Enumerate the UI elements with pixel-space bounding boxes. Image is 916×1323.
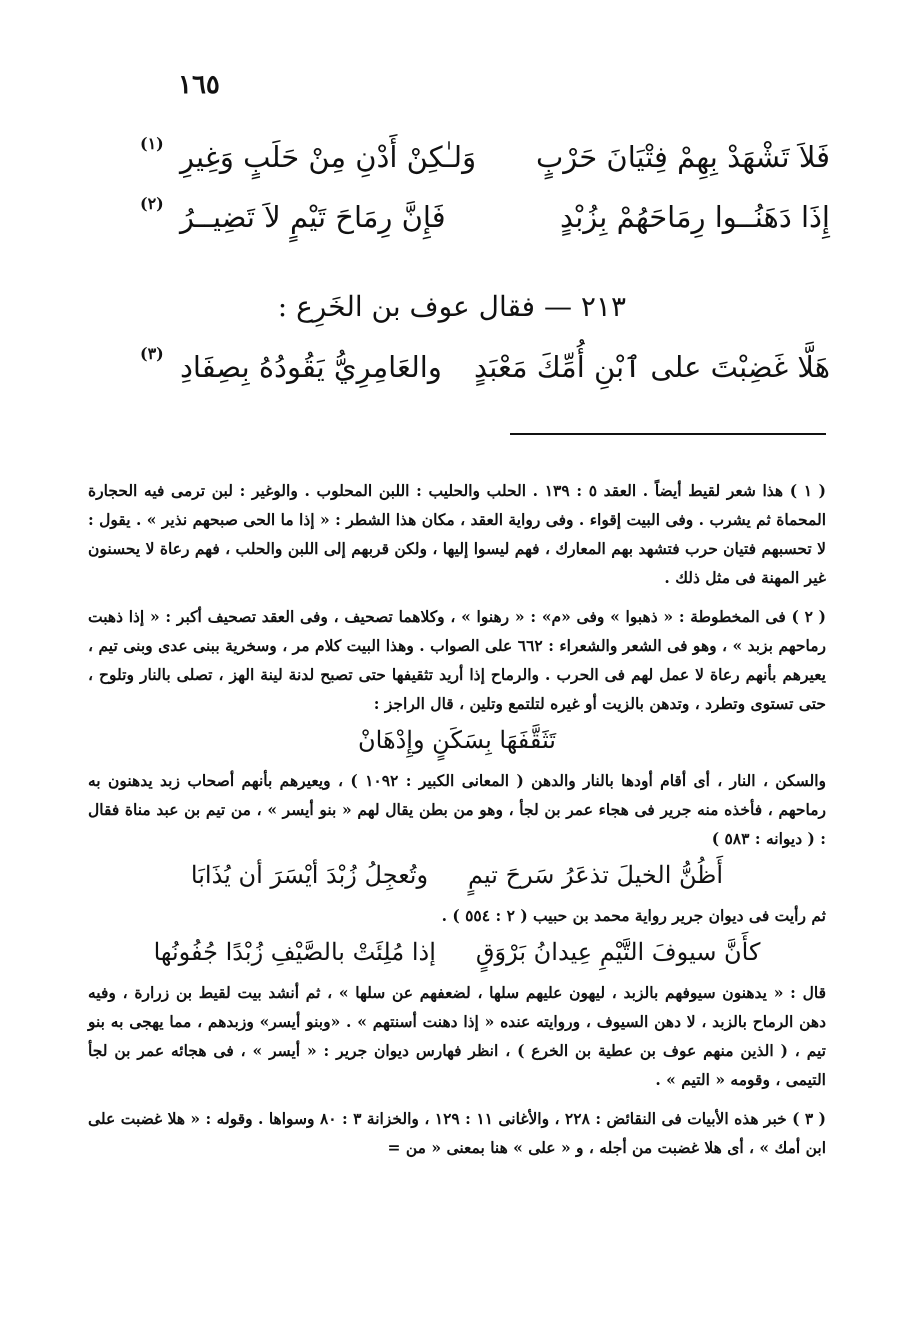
footnote-1: ( ١ ) هذا شعر لقيط أيضاً . العقد ٥ : ١٣٩ . الحلب والحليب : اللبن المحلوب . والوغير : لبن ترمى فيه الحجارة المحماة ثم يشرب . وفى البيت إقواء . وفى رواية العقد ، مكان هذا الشطر : « إذا ما الحى صبحهم نذير » . يقول : لا تحسبهم فتيان حرب فتشهد بهم المعارك ، فهم ليسوا إليها ، ولكن قربهم إلى اللبن والحلب ، فهم رعاة لا يحسنون غير المهنة فى مثل ذلك . <box>88 481 827 587</box>
footnote-2-part-4: قال : « يدهنون سيوفهم بالزبد ، ليهون عليهم سلها ، لضعفهم عن سلها » ، ثم أنشد بيت لقيط بن زرارة ، وفيه دهن الرماح بالزبد ، لا دهن السيوف ، وروايته عنده « إذا دهنت أسنتهم » . «وبنو أيسر» وزبدهم ، مما يهجى به بنو تيم ، ( الذين منهم عوف بن عطية بن الخرع ) ، انظر فهارس ديوان جرير : « أيسر » ، فى هجائه عمر بن لجأ التيمى ، وقومه « التيم » . <box>88 983 826 1089</box>
footnote-ref-1: (١) <box>140 134 164 153</box>
jarir-verse-1-hemistich-2: وتُعجِلُ زُبْدَ أيْسَرَ أن يُذَابَا <box>190 861 429 889</box>
jarir-verse-2 <box>88 932 826 972</box>
verse-2-hemistich-2: فَإِنَّ رِمَاحَ تَيْمٍ لاَ تَضِيــرُ <box>180 200 446 234</box>
rajaz-verse: تَثَقَّفَهَا بِسَكَنٍ وإِدْهَانْ <box>358 726 556 754</box>
footnote-ref-2: (٢) <box>140 194 164 213</box>
verse-line-3 <box>140 344 830 400</box>
verse-1-hemistich-2: وَلـٰكِنْ أَدْنِ مِنْ حَلَبٍ وَغِيرِ <box>180 140 477 174</box>
verse-3-hemistich-1: هَلَّا غَضِبْتَ على ٱبْنِ أُمِّكَ مَعْبَدٍ <box>474 350 830 384</box>
footnote-2-part-1: ( ٢ ) فى المخطوطة : « ذهبوا » وفى «م» : « رهنوا » ، وكلاهما تصحيف ، وفى العقد تصحيف أكبر : « إذا ذهبت رماحهم بزبد » ، وهو فى الشعر والشعراء : ٦٦٢ على الصواب . وهذا البيت كلام مر ، وسخرية ببنى عدى وبنى تيم ، يعيرهم بأنهم رعاة لا عمل لهم فى الحرب . والرماح إذا أريد تثقيفها حتى تصبح لدنة لينة الهز ، تصلى بالنار وتلوح ، حتى تستوى وتطرد ، وتدهن بالزيت أو غيره لتلتمع وتلين ، قال الراجز : <box>88 607 826 713</box>
footnote-separator <box>510 433 826 435</box>
poem-heading: ٢١٣ — فقال عوف بن الخَرِع : <box>277 290 626 323</box>
jarir-verse-2-hemistich-2: إذا مُلِئَتْ بالصَّيْفِ زُبْدًا جُفُونُها <box>153 938 436 966</box>
jarir-verse-1 <box>88 855 826 895</box>
verse-1-hemistich-1: فَلاَ تَشْهَدْ بِهِمْ فِتْيَانَ حَرْبٍ <box>535 140 830 174</box>
jarir-verse-2-hemistich-1: كأَنَّ سيوفَ التَّيْمِ عِيدانُ بَرْوَقٍ <box>475 938 761 966</box>
page-number: ١٦٥ <box>178 70 220 100</box>
verse-line-1 <box>140 134 830 190</box>
jarir-verse-1-hemistich-1: أَظُنُّ الخيلَ تذعَرُ سَرحَ تيمٍ <box>468 861 724 889</box>
footnote-2-part-3: ثم رأيت فى ديوان جرير رواية محمد بن حبيب ( ٢ : ٥٥٤ ) . <box>441 906 826 925</box>
verse-2-hemistich-1: إِذَا دَهَنُــوا رِمَاحَهُمْ بِزُبْدٍ <box>559 200 830 234</box>
footnote-3: ( ٣ ) خبر هذه الأبيات فى النقائض : ٢٢٨ ، والأغانى ١١ : ١٢٩ ، والخزانة ٣ : ٨٠ وسواها . وقوله : « هلا غضبت على ابن أمك » ، أى هلا غضبت من أجله ، و « على » هنا بمعنى « من = <box>88 1109 827 1157</box>
verse-line-2 <box>140 194 830 250</box>
footnotes <box>88 476 826 1172</box>
footnote-2-part-2: والسكن ، النار ، أى أقام أودها بالنار والدهن ( المعانى الكبير : ١٠٩٢ ) ، ويعيرهم بأنهم أصحاب زبد يدهنون به رماحهم ، فأخذه منه جرير فى هجاء عمر بن لجأ ، وهو من بطن يقال لهم « بنو أيسر » ، من تيم بن عبد مناة فقال : ( ديوانه : ٥٨٣ ) <box>88 771 827 848</box>
verse-3-hemistich-2: والعَامِرِيُّ يَقُودُهُ بِصِفَادِ <box>180 350 442 384</box>
footnote-ref-3: (٣) <box>140 344 164 363</box>
